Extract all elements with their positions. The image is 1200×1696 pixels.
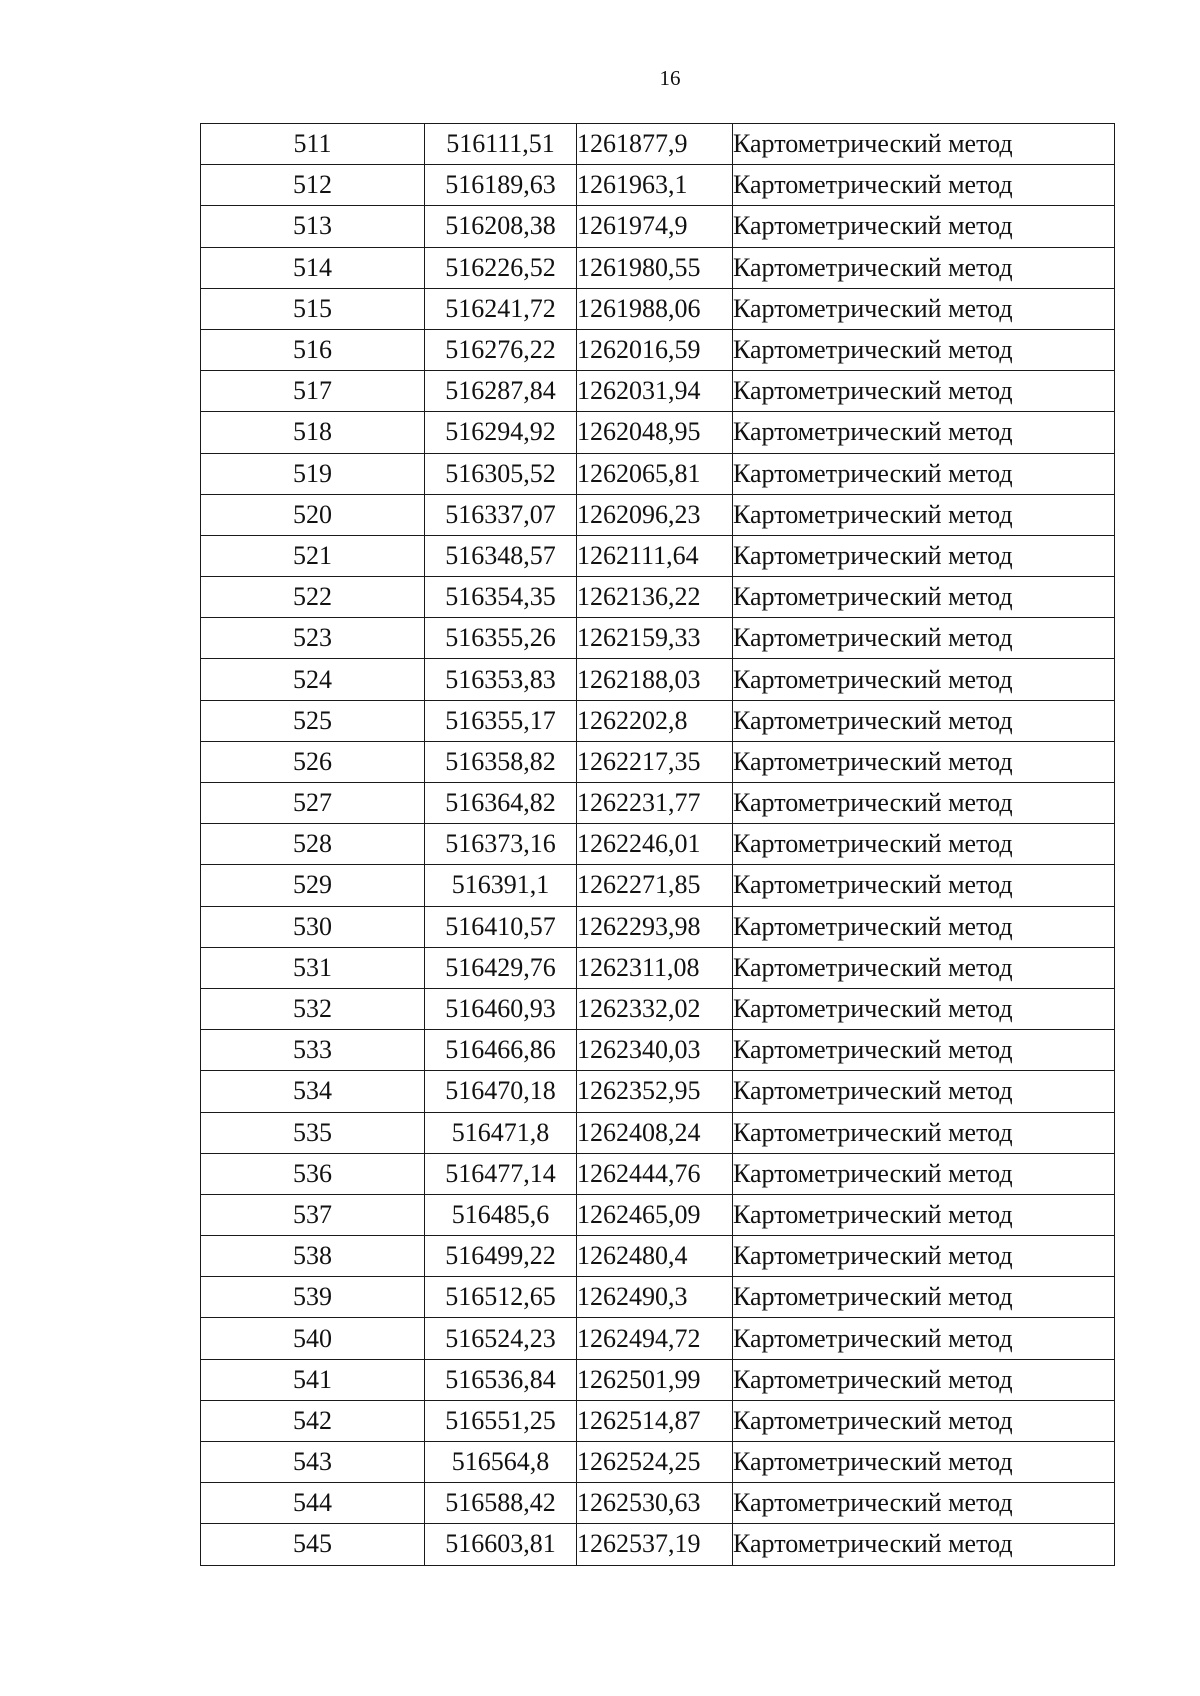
x-coordinate-cell: 516111,51: [425, 124, 577, 165]
method-cell: Картометрический метод: [733, 906, 1115, 947]
method-cell: Картометрический метод: [733, 1359, 1115, 1400]
point-number-cell: 526: [201, 741, 425, 782]
x-coordinate-cell: 516364,82: [425, 783, 577, 824]
point-number-cell: 535: [201, 1112, 425, 1153]
method-cell: Картометрический метод: [733, 124, 1115, 165]
method-cell: Картометрический метод: [733, 535, 1115, 576]
x-coordinate-cell: 516373,16: [425, 824, 577, 865]
y-coordinate-cell: 1262159,33: [577, 618, 733, 659]
x-coordinate-cell: 516355,17: [425, 700, 577, 741]
y-coordinate-cell: 1261877,9: [577, 124, 733, 165]
method-cell: Картометрический метод: [733, 1112, 1115, 1153]
table-row: [201, 1153, 1115, 1194]
table-row: [201, 577, 1115, 618]
y-coordinate-cell: 1262514,87: [577, 1400, 733, 1441]
y-coordinate-cell: 1262332,02: [577, 988, 733, 1029]
table-row: [201, 453, 1115, 494]
point-number-cell: 525: [201, 700, 425, 741]
method-cell: Картометрический метод: [733, 988, 1115, 1029]
point-number-cell: 544: [201, 1483, 425, 1524]
y-coordinate-cell: 1261980,55: [577, 247, 733, 288]
y-coordinate-cell: 1262480,4: [577, 1236, 733, 1277]
method-cell: Картометрический метод: [733, 329, 1115, 370]
x-coordinate-cell: 516241,72: [425, 288, 577, 329]
table-row: [201, 1112, 1115, 1153]
y-coordinate-cell: 1262490,3: [577, 1277, 733, 1318]
method-cell: Картометрический метод: [733, 865, 1115, 906]
x-coordinate-cell: 516354,35: [425, 577, 577, 618]
table-row: [201, 535, 1115, 576]
method-cell: Картометрический метод: [733, 618, 1115, 659]
y-coordinate-cell: 1261963,1: [577, 165, 733, 206]
x-coordinate-cell: 516466,86: [425, 1030, 577, 1071]
method-cell: Картометрический метод: [733, 1277, 1115, 1318]
point-number-cell: 541: [201, 1359, 425, 1400]
table-row: [201, 1483, 1115, 1524]
table-row: [201, 288, 1115, 329]
method-cell: Картометрический метод: [733, 1236, 1115, 1277]
x-coordinate-cell: 516477,14: [425, 1153, 577, 1194]
table-row: [201, 329, 1115, 370]
x-coordinate-cell: 516287,84: [425, 371, 577, 412]
table-row: [201, 1030, 1115, 1071]
x-coordinate-cell: 516276,22: [425, 329, 577, 370]
y-coordinate-cell: 1262096,23: [577, 494, 733, 535]
table-row: [201, 1071, 1115, 1112]
table-row: [201, 1277, 1115, 1318]
y-coordinate-cell: 1262444,76: [577, 1153, 733, 1194]
table-row: [201, 1524, 1115, 1565]
x-coordinate-cell: 516410,57: [425, 906, 577, 947]
table-row: [201, 371, 1115, 412]
method-cell: Картометрический метод: [733, 494, 1115, 535]
point-number-cell: 516: [201, 329, 425, 370]
table-row: [201, 824, 1115, 865]
table-row: [201, 1318, 1115, 1359]
method-cell: Картометрический метод: [733, 1483, 1115, 1524]
x-coordinate-cell: 516524,23: [425, 1318, 577, 1359]
x-coordinate-cell: 516429,76: [425, 947, 577, 988]
point-number-cell: 524: [201, 659, 425, 700]
y-coordinate-cell: 1262048,95: [577, 412, 733, 453]
point-number-cell: 545: [201, 1524, 425, 1565]
x-coordinate-cell: 516353,83: [425, 659, 577, 700]
method-cell: Картометрический метод: [733, 1194, 1115, 1235]
method-cell: Картометрический метод: [733, 741, 1115, 782]
method-cell: Картометрический метод: [733, 577, 1115, 618]
point-number-cell: 527: [201, 783, 425, 824]
method-cell: Картометрический метод: [733, 824, 1115, 865]
point-number-cell: 528: [201, 824, 425, 865]
x-coordinate-cell: 516355,26: [425, 618, 577, 659]
x-coordinate-cell: 516189,63: [425, 165, 577, 206]
x-coordinate-cell: 516391,1: [425, 865, 577, 906]
table-row: [201, 1442, 1115, 1483]
coordinates-table-body: [201, 124, 1115, 1566]
table-row: [201, 1400, 1115, 1441]
coordinates-table: [200, 123, 1115, 1566]
method-cell: Картометрический метод: [733, 1318, 1115, 1359]
method-cell: Картометрический метод: [733, 412, 1115, 453]
table-row: [201, 618, 1115, 659]
point-number-cell: 529: [201, 865, 425, 906]
y-coordinate-cell: 1262311,08: [577, 947, 733, 988]
y-coordinate-cell: 1262271,85: [577, 865, 733, 906]
method-cell: Картометрический метод: [733, 783, 1115, 824]
point-number-cell: 521: [201, 535, 425, 576]
y-coordinate-cell: 1262340,03: [577, 1030, 733, 1071]
table-row: [201, 659, 1115, 700]
y-coordinate-cell: 1261988,06: [577, 288, 733, 329]
x-coordinate-cell: 516564,8: [425, 1442, 577, 1483]
table-row: [201, 412, 1115, 453]
x-coordinate-cell: 516499,22: [425, 1236, 577, 1277]
point-number-cell: 539: [201, 1277, 425, 1318]
x-coordinate-cell: 516460,93: [425, 988, 577, 1029]
point-number-cell: 512: [201, 165, 425, 206]
method-cell: Картометрический метод: [733, 453, 1115, 494]
table-row: [201, 1236, 1115, 1277]
method-cell: Картометрический метод: [733, 1524, 1115, 1565]
x-coordinate-cell: 516512,65: [425, 1277, 577, 1318]
method-cell: Картометрический метод: [733, 1442, 1115, 1483]
y-coordinate-cell: 1262537,19: [577, 1524, 733, 1565]
y-coordinate-cell: 1262408,24: [577, 1112, 733, 1153]
y-coordinate-cell: 1262530,63: [577, 1483, 733, 1524]
point-number-cell: 520: [201, 494, 425, 535]
point-number-cell: 538: [201, 1236, 425, 1277]
point-number-cell: 514: [201, 247, 425, 288]
point-number-cell: 518: [201, 412, 425, 453]
point-number-cell: 515: [201, 288, 425, 329]
y-coordinate-cell: 1262188,03: [577, 659, 733, 700]
point-number-cell: 540: [201, 1318, 425, 1359]
table-row: [201, 124, 1115, 165]
method-cell: Картометрический метод: [733, 1400, 1115, 1441]
y-coordinate-cell: 1261974,9: [577, 206, 733, 247]
point-number-cell: 536: [201, 1153, 425, 1194]
y-coordinate-cell: 1262352,95: [577, 1071, 733, 1112]
x-coordinate-cell: 516485,6: [425, 1194, 577, 1235]
point-number-cell: 519: [201, 453, 425, 494]
table-row: [201, 865, 1115, 906]
point-number-cell: 543: [201, 1442, 425, 1483]
y-coordinate-cell: 1262016,59: [577, 329, 733, 370]
method-cell: Картометрический метод: [733, 165, 1115, 206]
x-coordinate-cell: 516551,25: [425, 1400, 577, 1441]
x-coordinate-cell: 516305,52: [425, 453, 577, 494]
table-row: [201, 947, 1115, 988]
point-number-cell: 523: [201, 618, 425, 659]
table-row: [201, 1359, 1115, 1400]
y-coordinate-cell: 1262494,72: [577, 1318, 733, 1359]
table-row: [201, 206, 1115, 247]
method-cell: Картометрический метод: [733, 1153, 1115, 1194]
point-number-cell: 534: [201, 1071, 425, 1112]
x-coordinate-cell: 516588,42: [425, 1483, 577, 1524]
point-number-cell: 513: [201, 206, 425, 247]
method-cell: Картометрический метод: [733, 371, 1115, 412]
point-number-cell: 542: [201, 1400, 425, 1441]
x-coordinate-cell: 516358,82: [425, 741, 577, 782]
point-number-cell: 522: [201, 577, 425, 618]
x-coordinate-cell: 516208,38: [425, 206, 577, 247]
x-coordinate-cell: 516536,84: [425, 1359, 577, 1400]
method-cell: Картометрический метод: [733, 288, 1115, 329]
method-cell: Картометрический метод: [733, 659, 1115, 700]
point-number-cell: 533: [201, 1030, 425, 1071]
x-coordinate-cell: 516226,52: [425, 247, 577, 288]
y-coordinate-cell: 1262246,01: [577, 824, 733, 865]
table-row: [201, 988, 1115, 1029]
point-number-cell: 537: [201, 1194, 425, 1235]
table-row: [201, 247, 1115, 288]
table-row: [201, 494, 1115, 535]
y-coordinate-cell: 1262293,98: [577, 906, 733, 947]
table-row: [201, 165, 1115, 206]
y-coordinate-cell: 1262501,99: [577, 1359, 733, 1400]
y-coordinate-cell: 1262231,77: [577, 783, 733, 824]
y-coordinate-cell: 1262524,25: [577, 1442, 733, 1483]
y-coordinate-cell: 1262202,8: [577, 700, 733, 741]
x-coordinate-cell: 516348,57: [425, 535, 577, 576]
y-coordinate-cell: 1262465,09: [577, 1194, 733, 1235]
x-coordinate-cell: 516470,18: [425, 1071, 577, 1112]
table-row: [201, 906, 1115, 947]
method-cell: Картометрический метод: [733, 700, 1115, 741]
method-cell: Картометрический метод: [733, 206, 1115, 247]
table-row: [201, 1194, 1115, 1235]
point-number-cell: 530: [201, 906, 425, 947]
x-coordinate-cell: 516337,07: [425, 494, 577, 535]
table-row: [201, 741, 1115, 782]
y-coordinate-cell: 1262111,64: [577, 535, 733, 576]
y-coordinate-cell: 1262136,22: [577, 577, 733, 618]
y-coordinate-cell: 1262031,94: [577, 371, 733, 412]
point-number-cell: 511: [201, 124, 425, 165]
point-number-cell: 531: [201, 947, 425, 988]
table-row: [201, 700, 1115, 741]
method-cell: Картометрический метод: [733, 1071, 1115, 1112]
y-coordinate-cell: 1262217,35: [577, 741, 733, 782]
point-number-cell: 532: [201, 988, 425, 1029]
x-coordinate-cell: 516603,81: [425, 1524, 577, 1565]
x-coordinate-cell: 516294,92: [425, 412, 577, 453]
method-cell: Картометрический метод: [733, 247, 1115, 288]
point-number-cell: 517: [201, 371, 425, 412]
method-cell: Картометрический метод: [733, 1030, 1115, 1071]
method-cell: Картометрический метод: [733, 947, 1115, 988]
y-coordinate-cell: 1262065,81: [577, 453, 733, 494]
x-coordinate-cell: 516471,8: [425, 1112, 577, 1153]
page-number: 16: [659, 66, 681, 90]
table-row: [201, 783, 1115, 824]
